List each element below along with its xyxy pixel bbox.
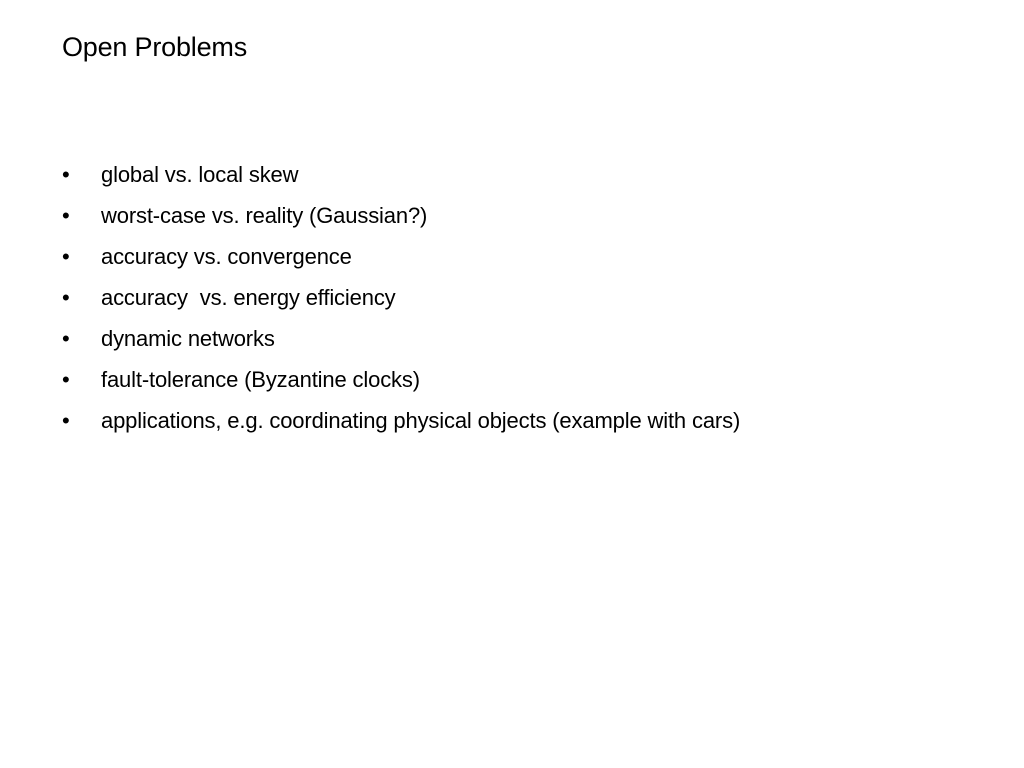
bullet-text: accuracy vs. convergence	[101, 244, 352, 269]
bullet-dot: •	[62, 162, 70, 187]
bullet-text: applications, e.g. coordinating physical objects (example with cars)	[101, 408, 741, 433]
bullet-text: fault-tolerance (Byzantine clocks)	[101, 367, 420, 392]
slide-title: Open Problems	[62, 32, 247, 62]
bullet-item	[0, 154, 299, 195]
bullet-text: dynamic networks	[101, 326, 275, 351]
bullet-item	[0, 359, 420, 400]
bullet-text: global vs. local skew	[101, 162, 299, 187]
bullet-text: worst-case vs. reality (Gaussian?)	[101, 203, 428, 228]
bullet-dot: •	[62, 244, 70, 269]
bullet-item	[0, 318, 275, 359]
bullet-item	[0, 400, 741, 441]
bullet-item	[0, 195, 428, 236]
bullet-dot: •	[62, 326, 70, 351]
bullet-dot: •	[62, 203, 70, 228]
bullet-item	[0, 277, 396, 318]
bullet-item	[0, 236, 352, 277]
bullet-dot: •	[62, 367, 70, 392]
bullet-dot: •	[62, 408, 70, 433]
bullet-text: accuracy vs. energy efficiency	[101, 285, 396, 310]
bullet-dot: •	[62, 285, 70, 310]
bullet-list	[0, 154, 741, 441]
